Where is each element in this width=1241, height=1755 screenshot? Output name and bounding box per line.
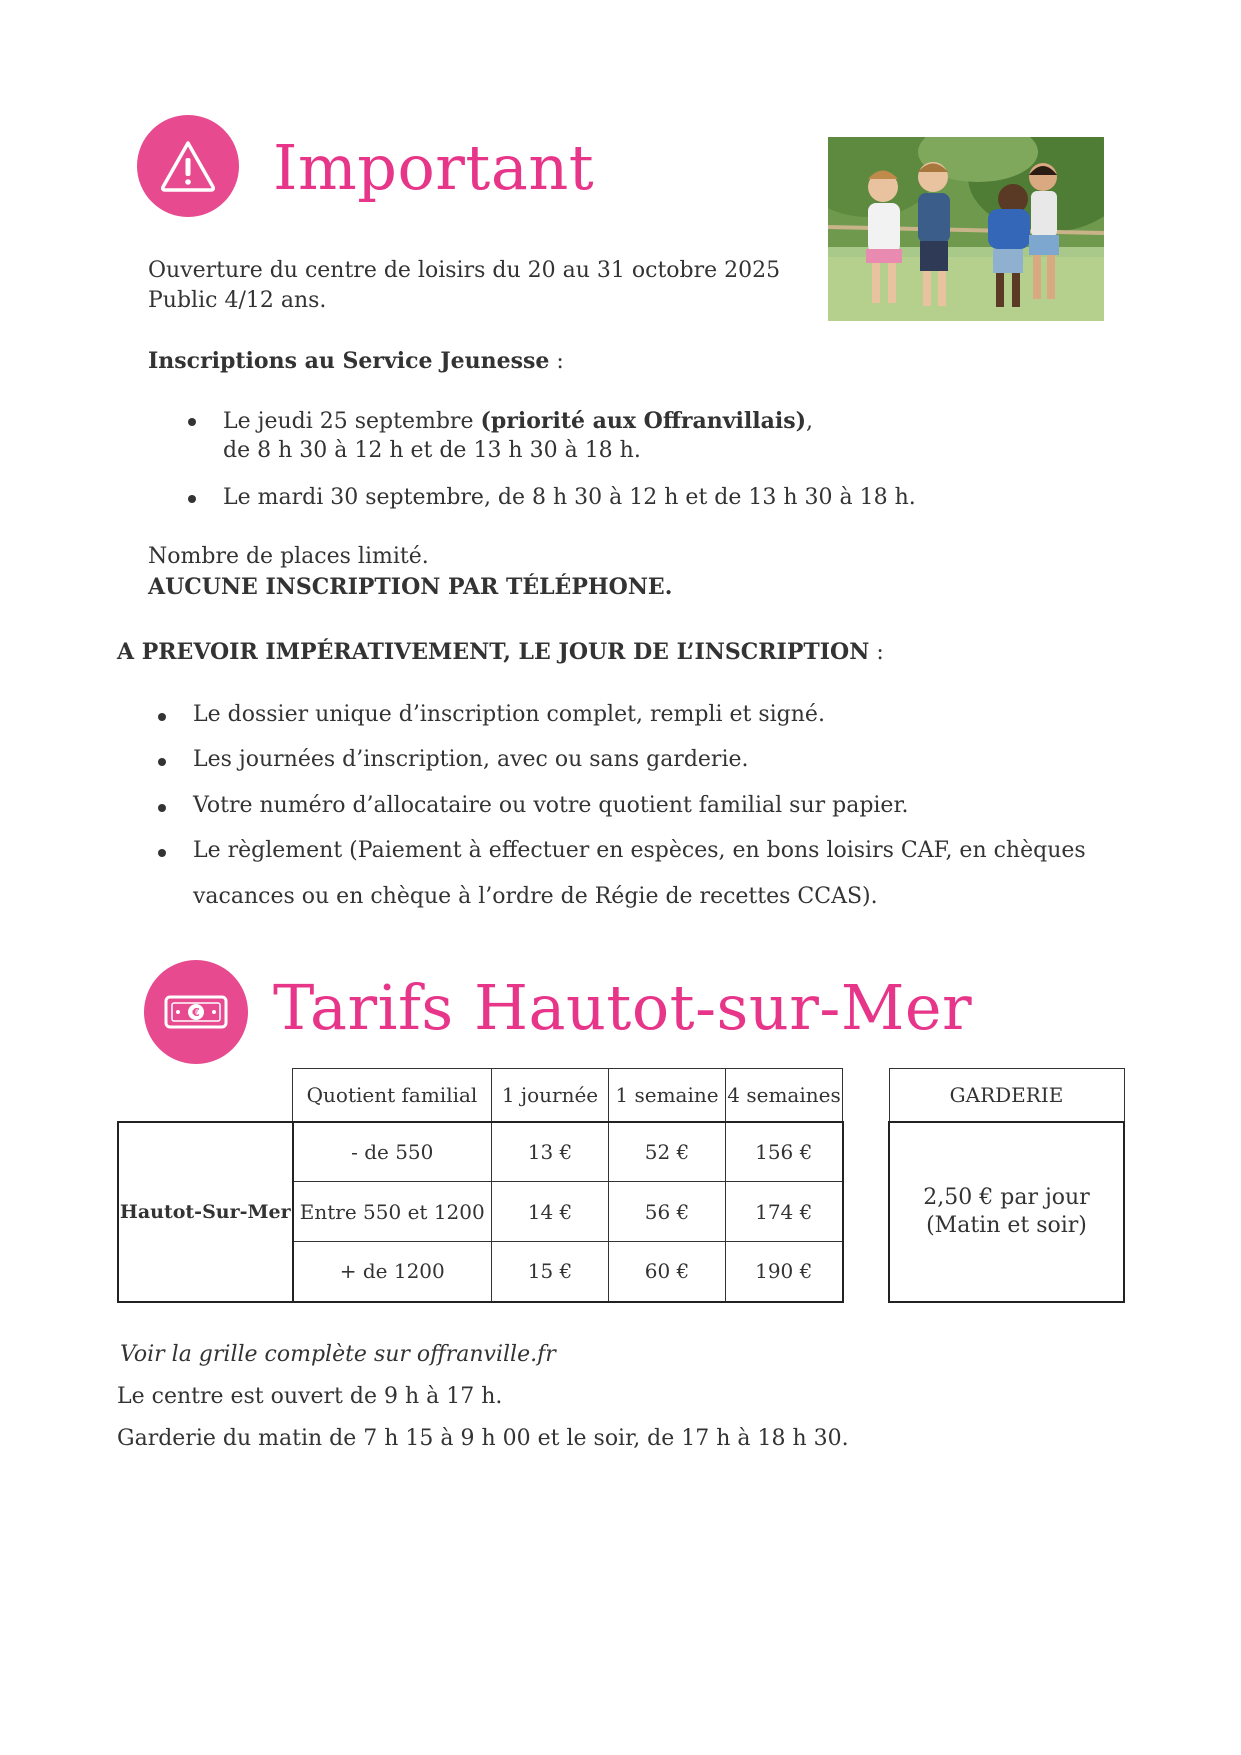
limited-places: Nombre de places limité. [148,544,429,569]
warning-icon-circle [137,115,239,217]
full-grid-note: Voir la grille complète sur offranville.fr [120,1342,556,1367]
table-cell: 174 € [726,1182,843,1242]
bullet [158,713,166,721]
table-cell: 190 € [726,1242,843,1302]
table-cell: 14 € [492,1182,609,1242]
table-cell: 56 € [609,1182,726,1242]
prevoir-item: Les journées d’inscription, avec ou sans garderie. [193,747,749,772]
table-cell: 15 € [492,1242,609,1302]
tarifs-table [117,1068,844,1303]
svg-text:€: € [192,1006,200,1019]
children-tug-of-war-photo [828,137,1104,321]
garderie-table [888,1068,1125,1303]
prevoir-item: Votre numéro d’allocataire ou votre quotient familial sur papier. [193,793,909,818]
prevoir-heading [117,637,884,668]
public-age: Public 4/12 ans. [148,288,327,313]
date1-priority: (priorité aux Offranvillais) [480,408,806,434]
warning-triangle-icon [153,131,223,201]
prevoir-heading-text: A PREVOIR IMPÉRATIVEMENT, LE JOUR DE L’INSCRIPTION [117,639,870,665]
inscriptions-label: Inscriptions au Service Jeunesse [148,348,550,374]
table-cell: Entre 550 et 1200 [293,1182,492,1242]
table-cell: 60 € [609,1242,726,1302]
bullet [158,758,166,766]
header-journee: 1 journée [492,1069,609,1122]
commune-cell: Hautot-Sur-Mer [118,1122,293,1302]
table-cell: 52 € [609,1122,726,1182]
date1-text: Le jeudi 25 septembre [223,409,481,434]
bullet [158,804,166,812]
prevoir-item: Le dossier unique d’inscription complet, rempli et signé. [193,702,825,727]
inscriptions-colon: : [549,349,564,374]
garderie-header: GARDERIE [889,1069,1124,1122]
important-title: Important [273,131,595,204]
inscription-date-1-hours: de 8 h 30 à 12 h et de 13 h 30 à 18 h. [223,438,641,463]
banknote-euro-icon [159,975,233,1049]
money-icon-circle [144,960,248,1064]
header-quotient: Quotient familial [293,1069,492,1122]
tarifs-title: Tarifs Hautot-sur-Mer [273,971,973,1044]
inscription-date-2: Le mardi 30 septembre, de 8 h 30 à 12 h et de 13 h 30 à 18 h. [223,485,916,510]
centre-hours: Le centre est ouvert de 9 h à 17 h. [117,1384,503,1409]
bullet [188,418,196,426]
prevoir-colon: : [869,640,884,665]
garderie-note: (Matin et soir) [926,1212,1087,1238]
garderie-hours: Garderie du matin de 7 h 15 à 9 h 00 et le soir, de 17 h à 18 h 30. [117,1426,849,1451]
prevoir-item-continuation: vacances ou en chèque à l’ordre de Régie de recettes CCAS). [193,884,878,909]
header-4-semaines: 4 semaines [726,1069,843,1122]
garderie-price-cell [889,1122,1124,1302]
opening-dates: Ouverture du centre de loisirs du 20 au 31 octobre 2025 [148,258,781,283]
inscriptions-heading [148,346,564,377]
prevoir-item: Le règlement (Paiement à effectuer en espèces, en bons loisirs CAF, en chèques [193,838,1086,863]
table-cell: 156 € [726,1122,843,1182]
table-cell: - de 550 [293,1122,492,1182]
table-empty-corner [118,1069,293,1122]
no-phone-registration: AUCUNE INSCRIPTION PAR TÉLÉPHONE. [148,574,673,600]
table-cell: 13 € [492,1122,609,1182]
inscription-date-1 [223,406,813,437]
table-cell: + de 1200 [293,1242,492,1302]
header-semaine: 1 semaine [609,1069,726,1122]
date1-comma: , [806,409,813,434]
bullet [188,495,196,503]
garderie-price: 2,50 € par jour [923,1184,1090,1210]
bullet [158,849,166,857]
